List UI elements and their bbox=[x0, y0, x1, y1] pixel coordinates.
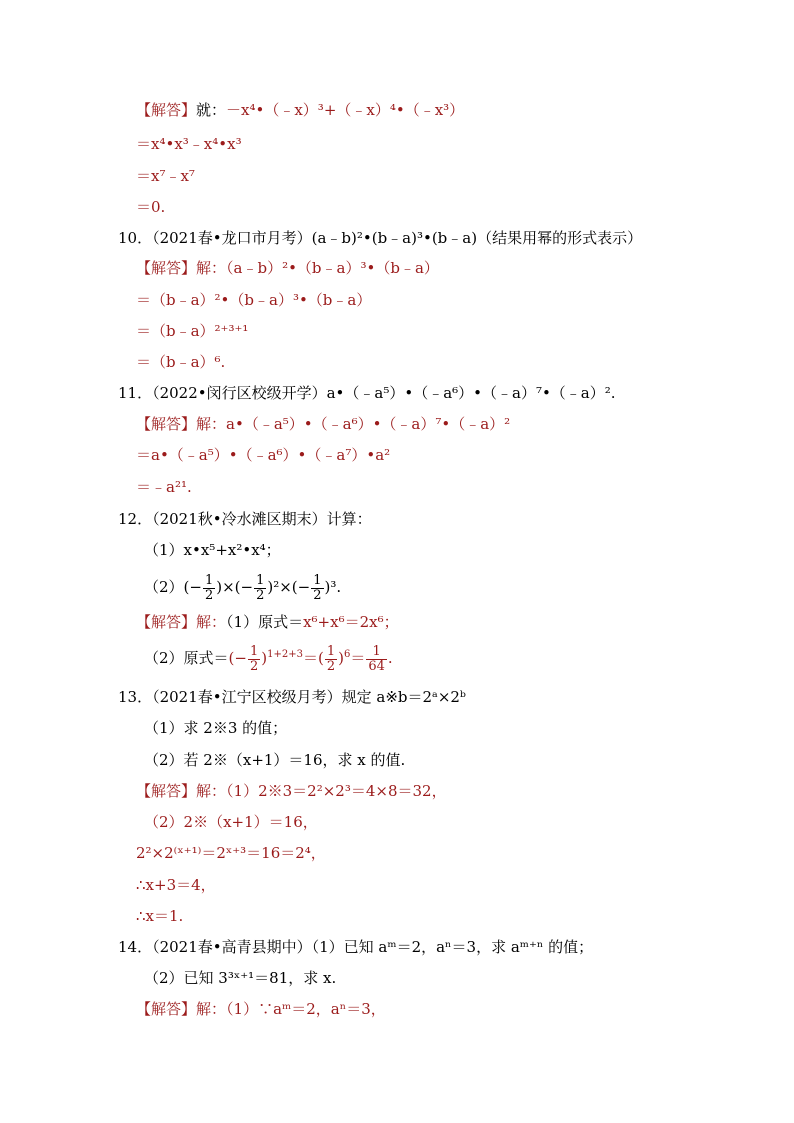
answer-jie: 解： bbox=[196, 782, 227, 800]
q12-part-2-label: （2） bbox=[144, 578, 184, 596]
q9-answer-line-1 bbox=[136, 100, 464, 120]
answer-tag: 【解答】 bbox=[136, 101, 197, 119]
fraction-one-half: $\frac{1}{2}$ bbox=[256, 572, 265, 603]
q12-answer-line-1 bbox=[136, 612, 399, 632]
fraction-one-half: $\frac{1}{2}$ bbox=[326, 643, 336, 674]
answer-tag: 【解答】 bbox=[136, 613, 197, 631]
q13-part-1: （1）求 2※3 的值； bbox=[144, 719, 288, 737]
q12-answer-1-expr: x⁶+x⁶＝2x⁶； bbox=[303, 613, 399, 631]
answer-jie: 解： bbox=[196, 613, 227, 631]
q14-answer-expr: （1）∵aᵐ＝2，aⁿ＝3， bbox=[226, 1000, 386, 1018]
q11-stem: 11．（2022•闵行区校级开学）a•（﹣a⁵）•（﹣a⁶）•（﹣a）⁷•（﹣a）². bbox=[118, 384, 616, 402]
q9-answer-expr: －x⁴•（﹣x）³+（﹣x）⁴•（﹣x³） bbox=[226, 101, 465, 119]
q11-answer-line-3: ＝﹣a²¹. bbox=[136, 478, 192, 496]
fraction-one-half: $\frac{1}{2}$ bbox=[249, 643, 259, 674]
answer-tag: 【解答】 bbox=[136, 1000, 197, 1018]
answer-jie: 解： bbox=[196, 415, 227, 433]
q10-stem: 10．（2021春•龙口市月考）(a﹣b)²•(b﹣a)³•(b﹣a)（结果用幂的形式表示） bbox=[118, 229, 643, 247]
q14-part-2: （2）已知 3³ˣ⁺¹＝81，求 x. bbox=[144, 969, 337, 987]
answer-tag: 【解答】 bbox=[136, 259, 197, 277]
q13-stem: 13．（2021春•江宁区校级月考）规定 a※b＝2ᵃ×2ᵇ bbox=[118, 688, 466, 706]
q10-answer-line-2: ＝（b﹣a）²•（b﹣a）³•（b﹣a） bbox=[136, 291, 372, 309]
q12-part-2: （2）(− $\frac{1}{2}$ )×(− $\frac{1}{2}$ )²×(− $\frac{1}{2}$ )³. bbox=[144, 572, 342, 603]
q12-answer-line-2: （2）原式＝(− $\frac{1}{2}$ )$^{1+2+3}$＝( $\frac{1}{2}$ )$^6$＝ $\frac{1}{64}$ . bbox=[144, 643, 393, 674]
q9-answer-line-2: ＝x⁴•x³﹣x⁴•x³ bbox=[136, 135, 242, 153]
answer-jie: 解： bbox=[196, 1000, 227, 1018]
q14-stem: 14．（2021春•高青县期中）（1）已知 aᵐ＝2，aⁿ＝3，求 aᵐ⁺ⁿ 的值； bbox=[118, 938, 594, 956]
q9-answer-line-4: ＝0. bbox=[136, 198, 166, 216]
q11-answer-line-2: ＝a•（﹣a⁵）•（﹣a⁶）•（﹣a⁷）•a² bbox=[136, 446, 391, 464]
q10-answer-line-3: ＝（b﹣a）²⁺³⁺¹ bbox=[136, 322, 249, 340]
q12-answer-1-lead: （1）原式＝ bbox=[226, 613, 304, 631]
fraction-one-sixty-fourth: $\frac{1}{64}$ bbox=[368, 643, 385, 674]
q12-stem: 12．（2021秋•冷水滩区期末）计算： bbox=[118, 510, 372, 528]
q13-answer-line-4: ∴x+3＝4， bbox=[136, 876, 216, 894]
q13-answer-line-1 bbox=[136, 781, 447, 801]
answer-tag: 【解答】 bbox=[136, 415, 197, 433]
q10-answer-line-4: ＝（b﹣a）⁶. bbox=[136, 353, 226, 371]
q11-answer-line-1 bbox=[136, 414, 510, 434]
q13-answer-expr: （1）2※3＝2²×2³＝4×8＝32， bbox=[226, 782, 447, 800]
q13-answer-line-3: 2²×2⁽ˣ⁺¹⁾＝2ˣ⁺³＝16＝2⁴， bbox=[136, 844, 326, 862]
q9-answer-line-3: ＝x⁷﹣x⁷ bbox=[136, 167, 195, 185]
q12-part-1: （1）x•x⁵+x²•x⁴； bbox=[144, 541, 281, 559]
q10-answer-line-1 bbox=[136, 258, 439, 278]
q12-answer-2-lead: （2）原式＝ bbox=[144, 649, 229, 667]
q13-answer-line-5: ∴x＝1. bbox=[136, 907, 184, 925]
answer-jie: 解： bbox=[196, 259, 227, 277]
q13-answer-line-2: （2）2※（x+1）＝16， bbox=[144, 813, 318, 831]
q10-answer-expr: （a﹣b）²•（b﹣a）³•（b﹣a） bbox=[226, 259, 439, 277]
fraction-one-half: $\frac{1}{2}$ bbox=[204, 572, 214, 603]
q9-answer-lead: 就： bbox=[196, 101, 227, 119]
q11-answer-expr: a•（﹣a⁵）•（﹣a⁶）•（﹣a）⁷•（﹣a）² bbox=[226, 415, 511, 433]
q13-part-2: （2）若 2※（x+1）＝16，求 x 的值. bbox=[144, 751, 406, 769]
fraction-one-half: $\frac{1}{2}$ bbox=[313, 572, 322, 603]
q14-answer-line-1 bbox=[136, 999, 386, 1019]
answer-tag: 【解答】 bbox=[136, 782, 197, 800]
